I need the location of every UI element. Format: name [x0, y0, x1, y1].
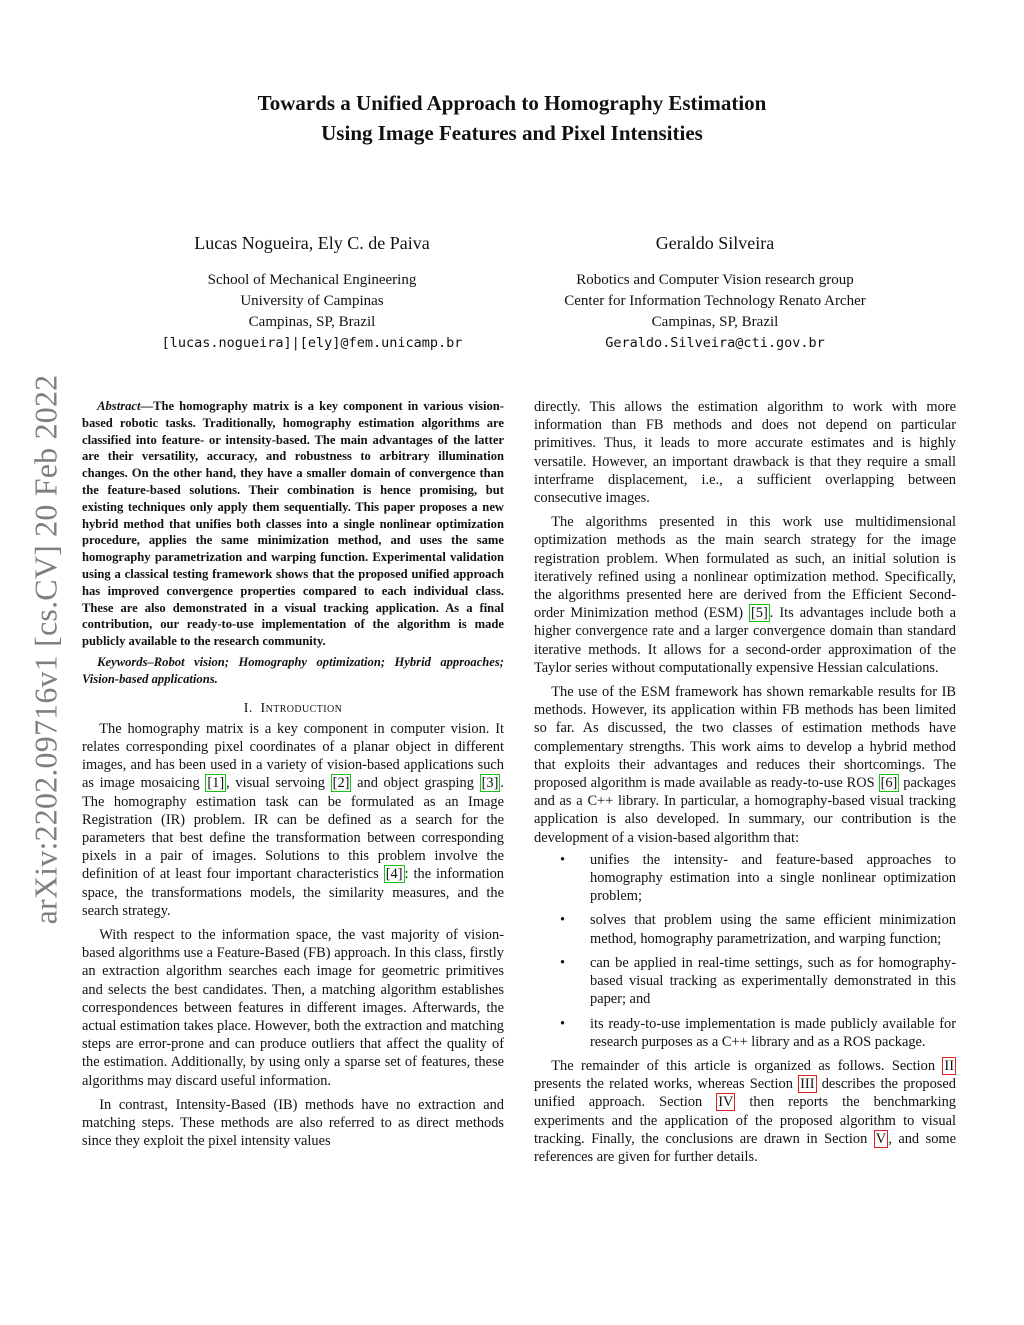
author-block-1: [140, 233, 484, 354]
list-item: [534, 851, 956, 906]
paragraph: [534, 1057, 956, 1166]
text-run: , and some references are given for further details.: [534, 1130, 957, 1165]
title-line-2: Using Image Features and Pixel Intensities: [321, 121, 703, 145]
text-run: describes the proposed unified approach. Section: [534, 1076, 956, 1111]
text-run: The remainder of this article is organized as follows. Section: [551, 1057, 943, 1074]
paragraph: [534, 513, 956, 677]
author-affiliation: School of Mechanical Engineering: [207, 272, 417, 288]
text-run: The algorithms presented in this work use multidimensional optimization methods as the main search strategy for the image registration problem. When formulated as such, an initial solution is iteratively refined using a nonlinear optimization method. Specifically, the algorithms presented here are derived from the Efficient Second-order Minimization method (ESM): [534, 514, 956, 622]
author-names: Geraldo Silveira: [655, 233, 775, 253]
abstract: [82, 398, 504, 650]
list-item: [534, 954, 956, 1009]
paragraph: [534, 683, 956, 847]
paragraph: [82, 720, 504, 920]
keywords: Keywords–Robot vision; Homography optimization; Hybrid approaches; Vision-based applications.: [82, 654, 504, 686]
citation-link[interactable]: [1]: [207, 775, 225, 792]
bullet-icon: •: [560, 954, 566, 971]
section-link[interactable]: II: [944, 1057, 954, 1074]
citation-link[interactable]: [4]: [385, 866, 403, 883]
arxiv-stamp: [16, 354, 76, 944]
text-run: , visual servoing: [226, 775, 331, 792]
section-heading-introduction: [82, 700, 504, 718]
section-title: Introduction: [260, 700, 343, 716]
paper-title: [0, 88, 1024, 148]
list-item-text: unifies the intensity- and feature-based approaches to homography estimation into a single nonlinear optimization problem;: [590, 851, 956, 905]
text-run: The use of the ESM framework has shown remarkable results for IB methods. However, its application within FB methods has been limited so far. As discussed, the two classes of estimation methods have complementary strengths. This work aims to develop a hybrid method that exploits their advantages and reduces their shortcomings. The proposed algorithm is made available as ready-to-use ROS: [534, 684, 956, 792]
bullet-icon: •: [560, 851, 566, 868]
author-affiliation: Campinas, SP, Brazil: [651, 314, 779, 330]
list-item-text: can be applied in real-time settings, such as for homography-based visual tracking as experimentally demonstrated in this paper; and: [590, 954, 956, 1008]
bullet-icon: •: [560, 912, 566, 929]
list-item-text: its ready-to-use implementation is made publicly available for research purposes as a C++ library and as a ROS package.: [590, 1015, 956, 1050]
text-run: packages and as a C++ library. In particular, a homography-based visual tracking application is also developed. In summary, our contribution is the development of a vision-based algorithm that:: [534, 775, 956, 846]
section-link[interactable]: V: [875, 1130, 887, 1147]
list-item-text: solves that problem using the same efficient minimization method, homography parametrization, and warping function;: [590, 912, 956, 947]
bullet-icon: •: [560, 1015, 566, 1032]
author-affiliation: Center for Information Technology Renato Archer: [564, 293, 866, 309]
author-email: [lucas.nogueira]|[ely]@fem.unicamp.br: [161, 335, 463, 351]
title-line-1: Towards a Unified Approach to Homography Estimation: [257, 91, 767, 115]
text-run: : the information space, the transformations models, the similarity measures, and the search strategy.: [82, 866, 504, 919]
paragraph: With respect to the information space, the vast majority of vision-based algorithms use a Feature-Based (FB) approach. In this class, firstly an extraction algorithm searches each image for geometric primitives and selects the best candidates. Then, a matching algorithm establishes correspondences between features in different images. Afterwards, the actual estimation takes place. However, both the extraction and matching steps are error-prone and can produce outliers that affect the quality of the estimation. Additionally, by using only a sparse set of features, these algorithms may discard useful information.: [82, 926, 504, 1089]
paragraph: directly. This allows the estimation algorithm to work with more information than FB methods and does not depend on particular primitives. Thus, it leads to more accurate estimates and is highly versatile. However, an important drawback is that they require a small interframe displacement, i.e., a sufficient overlapping between consecutive images.: [534, 399, 956, 507]
author-affiliation: Campinas, SP, Brazil: [248, 314, 376, 330]
contribution-list: [534, 851, 956, 1051]
text-run: . Its advantages include both a higher convergence rate and a larger convergence domain than standard iterative methods. It allows for a second-order approximation of the Taylor series without computationally expensive Hessian calculations.: [534, 605, 957, 676]
text-run: presents the related works, whereas Section: [534, 1076, 799, 1093]
citation-link[interactable]: [3]: [481, 775, 499, 792]
abstract-label: Abstract: [97, 399, 141, 413]
arxiv-stamp-text: arXiv:2202.09716v1 [cs.CV] 20 Feb 2022: [27, 374, 64, 924]
author-names: Lucas Nogueira, Ely C. de Paiva: [194, 233, 430, 253]
right-column: [534, 398, 956, 1166]
citation-link[interactable]: [5]: [751, 605, 768, 622]
list-item: [534, 911, 956, 947]
author-email: Geraldo.Silveira@cti.gov.br: [605, 335, 825, 351]
list-item: [534, 1015, 956, 1051]
text-run: then reports the benchmarking experiments and the application of the proposed algorithm to visual tracking. Finally, the conclusions are drawn in Section: [534, 1094, 956, 1147]
text-run: and object grasping: [351, 775, 480, 792]
author-block-2: [530, 233, 900, 354]
text-run: . The homography estimation task can be formulated as an Image Registration (IR) problem. IR can be defined as a search for the parameters that best define the transformation between corresponding pixels in a pair of images. Solutions to this problem involve the definition of at least four important characteristics: [82, 775, 505, 883]
author-affiliation: University of Campinas: [240, 293, 384, 309]
section-number: I.: [243, 700, 253, 716]
citation-link[interactable]: [2]: [332, 775, 350, 792]
text-run: The homography matrix is a key component in computer vision. It relates corresponding pixel coordinates of a planar object in different images, and has been used in a variety of vision-based applications such as image mosaicing: [82, 720, 504, 792]
author-affiliation: Robotics and Computer Vision research group: [576, 272, 854, 288]
abstract-text: —The homography matrix is a key component in various vision-based robotic tasks. Traditionally, homography estimation algorithms are classified into feature- or intensity-based. The main advantages of the latter are their versatility, accuracy, and robustness to arbitrary illumination changes. On the other hand, they have a smaller domain of convergence than the feature-based solutions. Their combination is hence promising, but existing techniques only apply them sequentially. This paper proposes a new hybrid method that unifies both classes into a single nonlinear optimization procedure, applies the same minimization method, and uses the same homography parametrization and warping function. Experimental validation using a classical testing framework shows that the proposed unified approach has improved convergence properties compared to each individual class. These are also demonstrated in a visual tracking application. As a final contribution, our ready-to-use implementation of the algorithm is made publicly available to the research community.: [82, 399, 504, 649]
citation-link[interactable]: [6]: [880, 775, 898, 792]
left-column: [82, 398, 504, 1150]
section-link[interactable]: IV: [718, 1094, 734, 1111]
paragraph: In contrast, Intensity-Based (IB) methods have no extraction and matching steps. These methods are also referred to as direct methods since they exploit the pixel intensity values: [82, 1096, 504, 1150]
section-link[interactable]: III: [800, 1076, 815, 1093]
